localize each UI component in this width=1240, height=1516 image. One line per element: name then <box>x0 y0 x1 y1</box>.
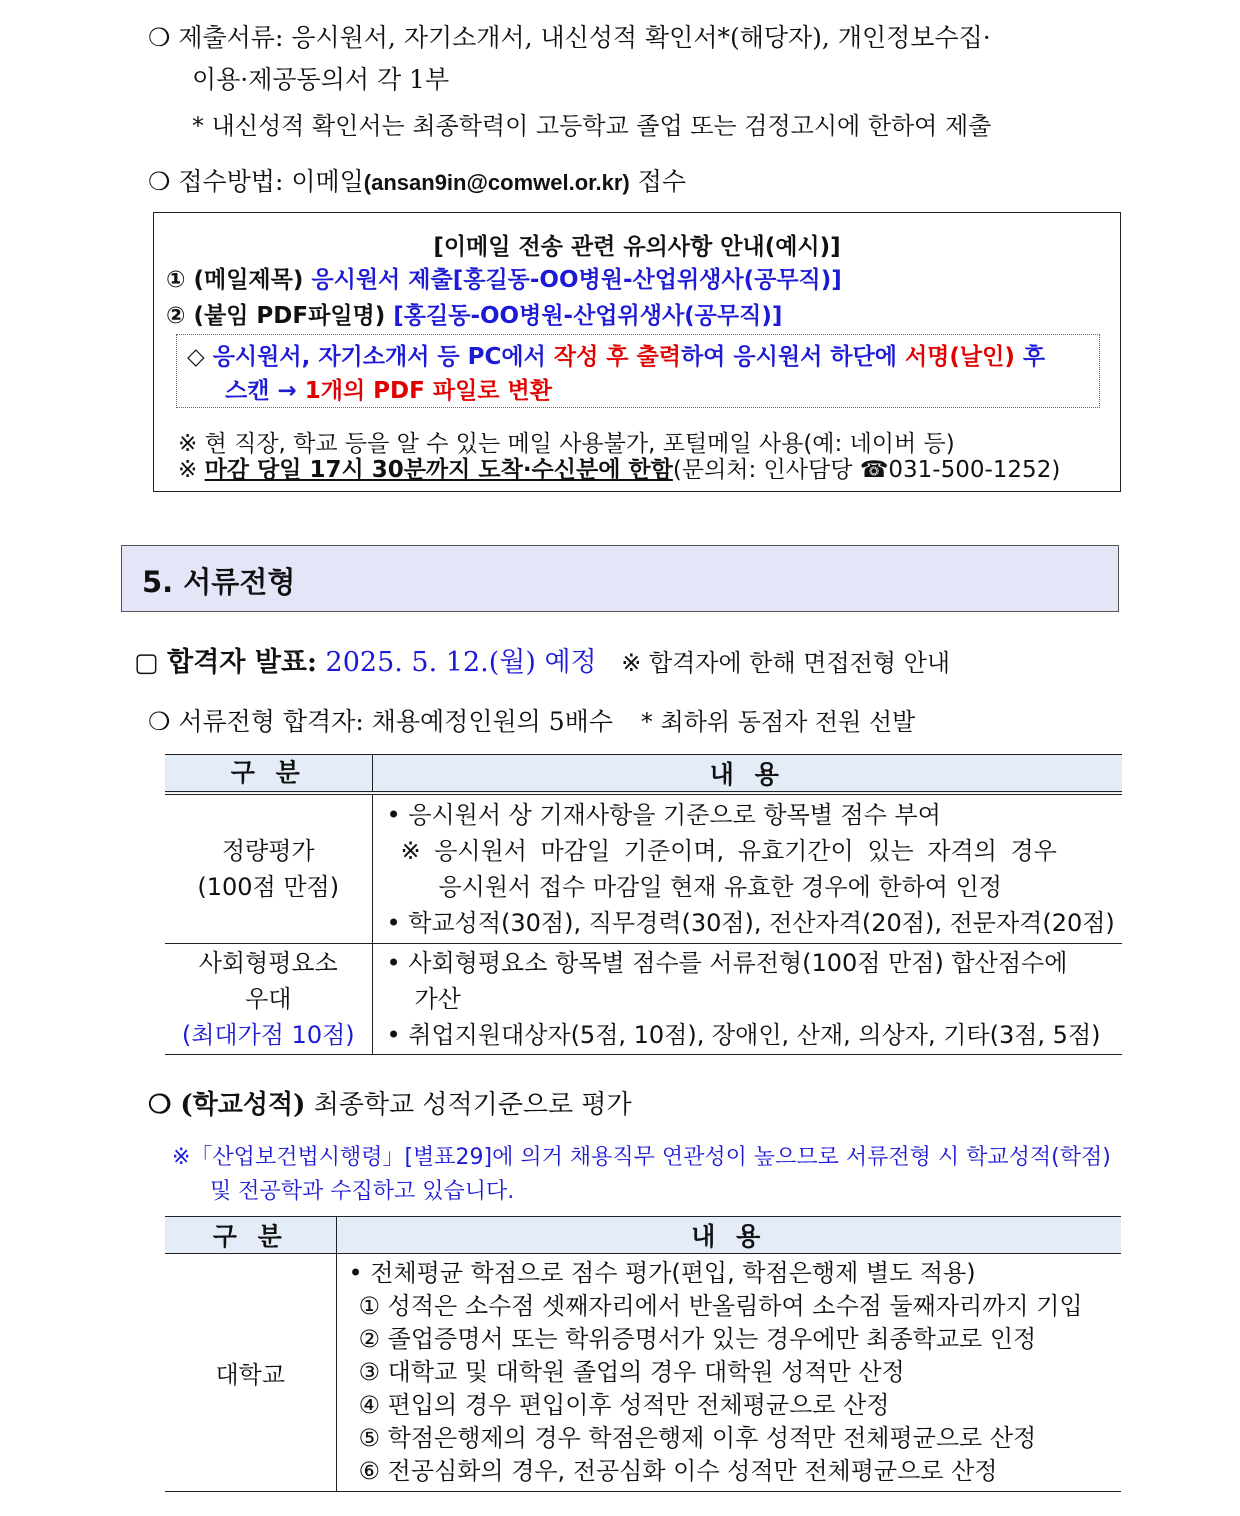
content-line: • 전체평균 학점으로 점수 평가(편입, 학점은행제 별도 적용) <box>348 1259 976 1287</box>
label-line: (최대가점 10점) <box>181 1021 355 1049</box>
label-line: 정량평가 <box>221 837 315 865</box>
table-row <box>165 793 1122 944</box>
school-grade-label: ❍ (학교성적) <box>148 1090 306 1120</box>
content-line: ④ 편입의 경우 편입이후 성적만 전체평균으로 산정 <box>358 1391 890 1419</box>
label-line: (100점 만점) <box>197 873 340 901</box>
attachment-name-value: [홍길동-OO병원-산업위생사(공무직)] <box>393 303 783 329</box>
school-grade-heading <box>148 1084 632 1121</box>
content-line: ⑤ 학점은행제의 경우 학점은행제 이후 성적만 전체평균으로 산정 <box>358 1424 1037 1452</box>
pass-criteria: ❍ 서류전형 합격자: 채용예정인원의 5배수 <box>148 707 613 736</box>
content-line: ⑥ 전공심화의 경우, 전공심화 이수 성적만 전체평균으로 산정 <box>358 1457 998 1485</box>
table-row <box>165 1254 1121 1492</box>
pass-criteria-note: * 최하위 동점자 전원 선발 <box>640 708 916 736</box>
row-label <box>165 793 372 944</box>
diamond-icon: ◇ <box>187 344 205 370</box>
pdf-instruction-line2 <box>225 372 552 405</box>
instruction-part-b: 작성 후 출력 <box>553 344 681 370</box>
announcement-date: 2025. 5. 12.(월) 예정 <box>325 647 597 678</box>
row-content <box>372 944 1122 1055</box>
deadline-marker: ※ <box>178 457 198 483</box>
row-content <box>372 793 1122 944</box>
evaluation-table <box>165 754 1122 1055</box>
header-content: 내 용 <box>372 755 1122 794</box>
instruction-part-e: 후 <box>1022 344 1046 370</box>
submission-docs-line1: ❍ 제출서류: 응시원서, 자기소개서, 내신성적 확인서*(해당자), 개인정보수집· <box>148 23 991 52</box>
pdf-instruction-box <box>176 334 1100 408</box>
method-suffix: 접수 <box>637 167 687 196</box>
row-content <box>336 1254 1121 1492</box>
instruction-part-c: 하여 응시원서 하단에 <box>680 344 897 370</box>
label-line: 사회형평요소 <box>198 949 338 977</box>
announcement-label: 합격자 발표: <box>167 647 317 678</box>
header-content: 내 용 <box>336 1217 1121 1254</box>
instruction-part-g: 1개의 PDF 파일로 변환 <box>304 378 552 404</box>
content-line: ※ 응시원서 마감일 기준이며, 유효기간이 있는 자격의 경우 <box>400 837 1057 865</box>
content-line: ③ 대학교 및 대학원 졸업의 경우 대학원 성적만 산정 <box>358 1358 905 1386</box>
content-line: • 학교성적(30점), 직무경력(30점), 전산자격(20점), 전문자격(20점) <box>386 909 1115 937</box>
submission-docs-note: * 내신성적 확인서는 최종학력이 고등학교 졸업 또는 검정고시에 한하여 제출 <box>192 112 992 140</box>
school-grade-note-2: 및 전공학과 수집하고 있습니다. <box>210 1179 515 1204</box>
instruction-part-a: 응시원서, 자기소개서 등 PC에서 <box>212 344 546 370</box>
content-line: • 응시원서 상 기재사항을 기준으로 항목별 점수 부여 <box>386 801 941 829</box>
checkbox-icon: ▢ <box>134 648 159 678</box>
header-category: 구 분 <box>165 1217 336 1254</box>
submission-method-line <box>148 162 686 198</box>
label-line: 우대 <box>245 985 292 1013</box>
content-line: ① 성적은 소수점 셋째자리에서 반올림하여 소수점 둘째자리까지 기입 <box>358 1292 1083 1320</box>
contact-text: (문의처: 인사담당 ☎031-500-1252) <box>672 457 1061 483</box>
pdf-instruction-line1 <box>187 338 1045 371</box>
email-note-2 <box>178 451 1060 484</box>
table-header-row <box>165 1217 1121 1254</box>
email-subject-value: 응시원서 제출[홍길동-OO병원-산업위생사(공무직)] <box>311 267 842 293</box>
school-grade-desc: 최종학교 성적기준으로 평가 <box>313 1090 632 1120</box>
submission-docs-line2: 이용·제공동의서 각 1부 <box>192 65 450 94</box>
instruction-part-f: 스캔 → <box>225 378 297 404</box>
school-grade-table <box>165 1216 1121 1492</box>
content-line: • 사회형평요소 항목별 점수를 서류전형(100점 만점) 합산점수에 <box>386 949 1068 977</box>
section-title: 5. 서류전형 <box>142 565 296 599</box>
content-line: • 취업지원대상자(5점, 10점), 장애인, 산재, 의상자, 기타(3점, 5점) <box>386 1021 1101 1049</box>
content-line: 응시원서 접수 마감일 현재 유효한 경우에 한하여 인정 <box>438 873 1002 901</box>
row-label <box>165 944 372 1055</box>
header-category: 구 분 <box>165 755 372 794</box>
email-note-1: ※ 현 직장, 학교 등을 알 수 있는 메일 사용불가, 포털메일 사용(예: 네이버 등) <box>178 431 955 457</box>
method-prefix: ❍ 접수방법: 이메일 <box>148 167 364 196</box>
pass-criteria-line <box>148 702 915 738</box>
announcement-note: ※ 합격자에 한해 면접전형 안내 <box>621 649 951 677</box>
content-line: 가산 <box>414 985 461 1013</box>
email-subject-row <box>166 261 842 294</box>
school-grade-note-1: ※「산업보건법시행령」[별표29]에 의거 채용직무 연관성이 높으므로 서류전형 시 학교성적(학점) <box>172 1145 1111 1170</box>
table-row <box>165 944 1122 1055</box>
section-header <box>121 545 1119 612</box>
instruction-part-d: 서명(날인) <box>904 344 1015 370</box>
email-box-title: [이메일 전송 관련 유의사항 안내(예시)] <box>433 234 841 260</box>
row-label: 대학교 <box>165 1254 336 1492</box>
table-header-row <box>165 755 1122 794</box>
attachment-name-row <box>166 297 782 330</box>
method-email: (ansan9in@comwel.or.kr) <box>363 170 630 195</box>
email-subject-label: ① (메일제목) <box>166 267 304 293</box>
attachment-name-label: ② (붙임 PDF파일명) <box>166 303 386 329</box>
deadline-text: 마감 당일 17시 30분까지 도착·수신분에 한함 <box>204 457 673 483</box>
announcement-line <box>134 640 950 679</box>
content-line: ② 졸업증명서 또는 학위증명서가 있는 경우에만 최종학교로 인정 <box>358 1325 1037 1353</box>
